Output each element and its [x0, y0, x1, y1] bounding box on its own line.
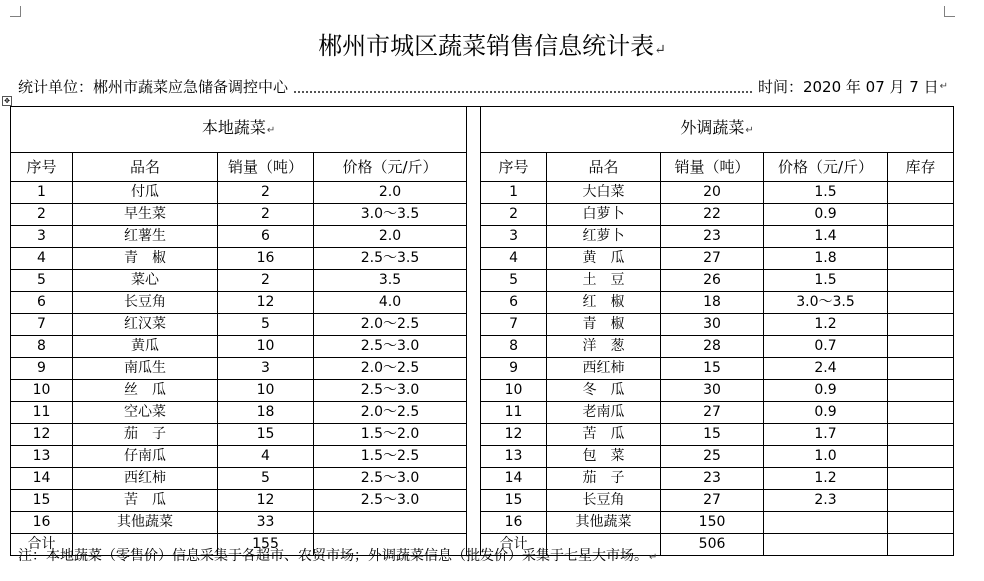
external-no-cell: 1	[481, 182, 547, 204]
table-row	[11, 336, 954, 358]
local-name-cell: 丝 瓜	[73, 380, 218, 402]
external-sales-cell: 28	[661, 336, 764, 358]
external-name-cell: 包 菜	[547, 446, 661, 468]
external-no-cell: 4	[481, 248, 547, 270]
external-sales-cell: 30	[661, 380, 764, 402]
local-price-cell: 2.0～2.5	[314, 358, 467, 380]
col-header-external-price: 价格（元/斤）	[764, 153, 888, 182]
table-row	[11, 292, 954, 314]
local-sales-cell: 3	[218, 358, 314, 380]
local-name-cell: 红薯生	[73, 226, 218, 248]
external-no-cell: 14	[481, 468, 547, 490]
footnote	[18, 546, 948, 566]
external-sales-cell: 27	[661, 402, 764, 424]
external-stock-cell	[888, 380, 954, 402]
local-sales-cell: 4	[218, 446, 314, 468]
local-price-cell	[314, 512, 467, 534]
external-price-cell: 0.9	[764, 402, 888, 424]
external-sales-cell: 27	[661, 248, 764, 270]
external-price-cell: 1.7	[764, 424, 888, 446]
vegetable-sales-table	[10, 106, 954, 556]
local-sales-cell: 18	[218, 402, 314, 424]
local-no-cell: 15	[11, 490, 73, 512]
table-row	[11, 490, 954, 512]
external-sales-cell: 23	[661, 468, 764, 490]
table-row	[11, 468, 954, 490]
external-stock-cell	[888, 182, 954, 204]
external-stock-cell	[888, 336, 954, 358]
local-price-cell: 2.5～3.5	[314, 248, 467, 270]
external-price-cell: 1.8	[764, 248, 888, 270]
external-name-cell: 西红柿	[547, 358, 661, 380]
external-no-cell: 13	[481, 446, 547, 468]
external-sales-cell: 150	[661, 512, 764, 534]
paragraph-mark-icon: ↵	[939, 81, 948, 92]
local-name-cell: 空心菜	[73, 402, 218, 424]
external-price-cell: 1.4	[764, 226, 888, 248]
local-price-cell: 3.5	[314, 270, 467, 292]
local-no-cell: 2	[11, 204, 73, 226]
table-row	[11, 380, 954, 402]
table-row	[11, 226, 954, 248]
external-sales-cell: 15	[661, 424, 764, 446]
dotted-leader	[294, 90, 752, 93]
local-name-cell: 其他蔬菜	[73, 512, 218, 534]
paragraph-mark-icon: ↵	[266, 125, 276, 136]
footnote-text: 注：本地蔬菜（零售价）信息采集于各超市、农贸市场；外调蔬菜信息（批发价）采集于七星大市场。	[18, 548, 648, 564]
external-no-cell: 11	[481, 402, 547, 424]
local-price-cell: 3.0～3.5	[314, 204, 467, 226]
local-no-cell: 16	[11, 512, 73, 534]
external-stock-cell	[888, 248, 954, 270]
external-sales-cell: 26	[661, 270, 764, 292]
local-name-cell: 付瓜	[73, 182, 218, 204]
col-header-local-sales: 销量（吨）	[218, 153, 314, 182]
col-header-external-sales: 销量（吨）	[661, 153, 764, 182]
table-move-handle-icon[interactable]: ✥	[2, 96, 12, 106]
paragraph-mark-icon: ↵	[654, 42, 666, 58]
local-no-cell: 5	[11, 270, 73, 292]
external-no-cell: 3	[481, 226, 547, 248]
external-sales-cell: 27	[661, 490, 764, 512]
column-header-row	[11, 153, 954, 182]
local-no-cell: 9	[11, 358, 73, 380]
local-sales-cell: 5	[218, 468, 314, 490]
external-name-cell: 冬 瓜	[547, 380, 661, 402]
external-no-cell: 16	[481, 512, 547, 534]
local-sales-cell: 5	[218, 314, 314, 336]
table-row	[11, 270, 954, 292]
group-external-label: 外调蔬菜	[680, 118, 745, 137]
external-name-cell: 土 豆	[547, 270, 661, 292]
external-sales-cell: 23	[661, 226, 764, 248]
local-sales-cell: 12	[218, 292, 314, 314]
external-sales-cell: 22	[661, 204, 764, 226]
local-price-cell: 4.0	[314, 292, 467, 314]
external-stock-cell	[888, 446, 954, 468]
table-row	[11, 512, 954, 534]
table-gap-column	[467, 107, 481, 556]
external-sales-cell: 30	[661, 314, 764, 336]
local-name-cell: 仔南瓜	[73, 446, 218, 468]
external-price-cell: 1.5	[764, 182, 888, 204]
external-no-cell: 8	[481, 336, 547, 358]
external-no-cell: 7	[481, 314, 547, 336]
external-name-cell: 老南瓜	[547, 402, 661, 424]
local-price-cell: 2.5～3.0	[314, 490, 467, 512]
local-name-cell: 长豆角	[73, 292, 218, 314]
local-price-cell: 2.0	[314, 182, 467, 204]
external-no-cell: 2	[481, 204, 547, 226]
external-name-cell: 大白菜	[547, 182, 661, 204]
external-name-cell: 红 椒	[547, 292, 661, 314]
col-header-local-price: 价格（元/斤）	[314, 153, 467, 182]
table-row	[11, 248, 954, 270]
external-price-cell: 0.9	[764, 204, 888, 226]
local-name-cell: 南瓜生	[73, 358, 218, 380]
local-name-cell: 红汉菜	[73, 314, 218, 336]
local-no-cell: 11	[11, 402, 73, 424]
local-sales-cell: 2	[218, 270, 314, 292]
local-name-cell: 苦 瓜	[73, 490, 218, 512]
local-price-cell: 2.0～2.5	[314, 314, 467, 336]
col-header-external-no: 序号	[481, 153, 547, 182]
external-name-cell: 长豆角	[547, 490, 661, 512]
page-corner-mark-top-left	[10, 6, 21, 17]
external-no-cell: 10	[481, 380, 547, 402]
col-header-external-name: 品名	[547, 153, 661, 182]
col-header-external-stock: 库存	[888, 153, 954, 182]
meta-line	[18, 76, 948, 98]
local-price-cell: 2.0	[314, 226, 467, 248]
external-name-cell: 茄 子	[547, 468, 661, 490]
external-sales-cell: 25	[661, 446, 764, 468]
table-row	[11, 402, 954, 424]
external-name-cell: 白萝卜	[547, 204, 661, 226]
local-price-cell: 1.5～2.0	[314, 424, 467, 446]
external-stock-cell	[888, 468, 954, 490]
external-sales-cell: 20	[661, 182, 764, 204]
external-price-cell: 1.2	[764, 468, 888, 490]
local-price-cell: 2.0～2.5	[314, 402, 467, 424]
local-sales-cell: 10	[218, 380, 314, 402]
local-no-cell: 10	[11, 380, 73, 402]
external-price-cell: 1.2	[764, 314, 888, 336]
external-no-cell: 15	[481, 490, 547, 512]
external-sales-cell: 15	[661, 358, 764, 380]
external-price-cell: 2.3	[764, 490, 888, 512]
local-name-cell: 菜心	[73, 270, 218, 292]
local-sales-cell: 6	[218, 226, 314, 248]
local-sales-cell: 15	[218, 424, 314, 446]
statistics-unit: 统计单位：郴州市蔬菜应急储备调控中心	[18, 78, 289, 96]
local-no-cell: 14	[11, 468, 73, 490]
local-sales-cell: 12	[218, 490, 314, 512]
local-price-cell: 2.5～3.0	[314, 468, 467, 490]
local-name-cell: 早生菜	[73, 204, 218, 226]
table-row	[11, 182, 954, 204]
local-no-cell: 13	[11, 446, 73, 468]
external-price-cell: 1.0	[764, 446, 888, 468]
external-stock-cell	[888, 292, 954, 314]
page-corner-mark-top-right	[944, 6, 955, 17]
external-name-cell: 青 椒	[547, 314, 661, 336]
local-name-cell: 西红柿	[73, 468, 218, 490]
local-name-cell: 茄 子	[73, 424, 218, 446]
local-no-cell: 1	[11, 182, 73, 204]
local-name-cell: 黄瓜	[73, 336, 218, 358]
paragraph-mark-icon: ↵	[649, 552, 658, 563]
external-stock-cell	[888, 424, 954, 446]
external-sales-cell: 18	[661, 292, 764, 314]
local-no-cell: 4	[11, 248, 73, 270]
external-stock-cell	[888, 402, 954, 424]
page-title-text: 郴州市城区蔬菜销售信息统计表	[318, 32, 655, 60]
page-title	[0, 30, 984, 62]
external-total-label: 合计	[481, 534, 547, 556]
external-stock-cell	[888, 358, 954, 380]
local-price-cell: 2.5～3.0	[314, 336, 467, 358]
external-price-cell: 3.0～3.5	[764, 292, 888, 314]
external-no-cell: 5	[481, 270, 547, 292]
external-price-cell: 2.4	[764, 358, 888, 380]
table-row	[11, 446, 954, 468]
group-local-label: 本地蔬菜	[201, 118, 266, 137]
external-price-cell	[764, 512, 888, 534]
group-external	[481, 107, 954, 153]
local-no-cell: 3	[11, 226, 73, 248]
external-name-cell: 洋 葱	[547, 336, 661, 358]
local-sales-cell: 16	[218, 248, 314, 270]
external-name-cell: 苦 瓜	[547, 424, 661, 446]
local-no-cell: 12	[11, 424, 73, 446]
external-price-cell: 0.9	[764, 380, 888, 402]
local-total-label: 合计	[11, 534, 73, 556]
col-header-local-no: 序号	[11, 153, 73, 182]
external-stock-cell	[888, 226, 954, 248]
table-row	[11, 204, 954, 226]
col-header-local-name: 品名	[73, 153, 218, 182]
external-stock-cell	[888, 512, 954, 534]
group-local	[11, 107, 467, 153]
paragraph-mark-icon: ↵	[745, 125, 754, 136]
external-name-cell: 其他蔬菜	[547, 512, 661, 534]
external-stock-cell	[888, 204, 954, 226]
external-price-cell: 1.5	[764, 270, 888, 292]
external-price-cell: 0.7	[764, 336, 888, 358]
local-total-sales: 155	[218, 534, 314, 556]
local-sales-cell: 2	[218, 204, 314, 226]
external-name-cell: 红萝卜	[547, 226, 661, 248]
external-total-sales: 506	[661, 534, 764, 556]
external-stock-cell	[888, 490, 954, 512]
local-sales-cell: 10	[218, 336, 314, 358]
local-sales-cell: 2	[218, 182, 314, 204]
table-row	[11, 314, 954, 336]
table-row	[11, 358, 954, 380]
local-no-cell: 8	[11, 336, 73, 358]
local-name-cell: 青 椒	[73, 248, 218, 270]
local-price-cell: 2.5～3.0	[314, 380, 467, 402]
external-no-cell: 12	[481, 424, 547, 446]
external-stock-cell	[888, 314, 954, 336]
external-no-cell: 6	[481, 292, 547, 314]
external-name-cell: 黄 瓜	[547, 248, 661, 270]
external-no-cell: 9	[481, 358, 547, 380]
local-no-cell: 6	[11, 292, 73, 314]
statistics-date: 时间：2020 年 07 月 7 日	[757, 78, 939, 96]
external-stock-cell	[888, 270, 954, 292]
local-no-cell: 7	[11, 314, 73, 336]
table-row	[11, 424, 954, 446]
local-sales-cell: 33	[218, 512, 314, 534]
local-price-cell: 1.5～2.5	[314, 446, 467, 468]
group-header-row	[11, 107, 954, 153]
